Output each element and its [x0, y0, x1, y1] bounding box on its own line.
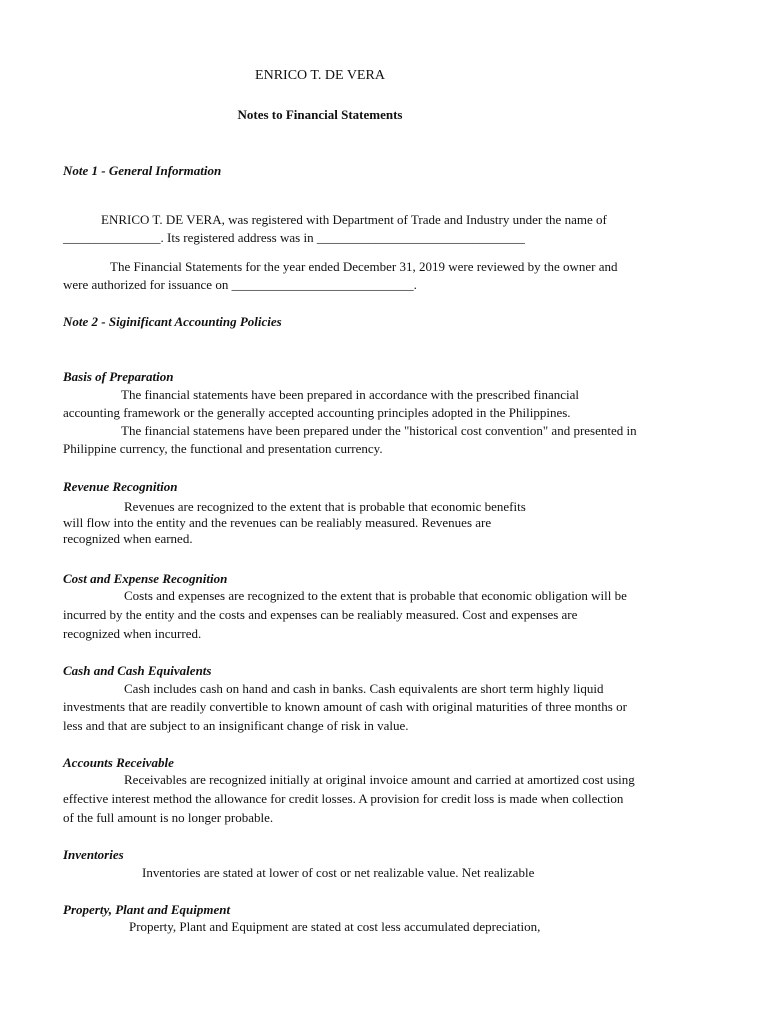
cash-line: less and that are subject to an insignificant change of risk in value.	[63, 718, 409, 733]
cash-line: Cash includes cash on hand and cash in banks. Cash equivalents are short term highly liquid	[124, 681, 604, 696]
note1-heading: Note 1 - General Information	[63, 163, 222, 178]
revenue-heading: Revenue Recognition	[63, 479, 178, 494]
inventories-line: Inventories are stated at lower of cost or net realizable value. Net realizable	[142, 865, 535, 880]
revenue-line: recognized when earned.	[63, 531, 193, 546]
cost-line: incurred by the entity and the costs and expenses can be realiably measured. Cost and expenses are	[63, 607, 578, 622]
cost-heading: Cost and Expense Recognition	[63, 571, 228, 586]
basis-line: accounting framework or the generally accepted accounting principles adopted in the Philippines.	[63, 405, 571, 420]
basis-heading: Basis of Preparation	[63, 369, 174, 384]
note1-paragraph1-line2: _______________. Its registered address was in ________________________________	[63, 230, 525, 245]
note2-heading: Note 2 - Siginificant Accounting Policies	[63, 314, 282, 329]
document-title: ENRICO T. DE VERA	[255, 68, 385, 83]
document-subtitle: Notes to Financial Statements	[237, 107, 403, 122]
cost-line: Costs and expenses are recognized to the extent that is probable that economic obligation will be	[124, 588, 627, 603]
cash-line: investments that are readily convertible to known amount of cash with original maturities of three months or	[63, 699, 627, 714]
note1-paragraph2-line1: The Financial Statements for the year ended December 31, 2019 were reviewed by the owner and	[110, 259, 618, 274]
receivable-line: Receivables are recognized initially at original invoice amount and carried at amortized cost using	[124, 772, 635, 787]
cost-line: recognized when incurred.	[63, 626, 202, 641]
basis-line: The financial statemens have been prepared under the "historical cost convention" and presented in	[121, 423, 637, 438]
basis-line: The financial statements have been prepared in accordance with the prescribed financial	[121, 387, 580, 402]
receivable-heading: Accounts Receivable	[63, 755, 174, 770]
basis-line: Philippine currency, the functional and presentation currency.	[63, 441, 383, 456]
receivable-line: effective interest method the allowance for credit losses. A provision for credit loss is made when collection	[63, 791, 624, 806]
ppe-heading: Property, Plant and Equipment	[63, 902, 231, 917]
note1-paragraph1-line1: ENRICO T. DE VERA, was registered with Department of Trade and Industry under the name of	[101, 212, 607, 227]
inventories-heading: Inventories	[63, 847, 124, 862]
revenue-line: will flow into the entity and the revenues can be realiably measured. Revenues are	[63, 515, 492, 530]
revenue-line: Revenues are recognized to the extent that is probable that economic benefits	[124, 499, 526, 514]
receivable-line: of the full amount is no longer probable.	[63, 810, 274, 825]
note1-paragraph2-line2: were authorized for issuance on ____________________________.	[63, 277, 417, 292]
ppe-line: Property, Plant and Equipment are stated at cost less accumulated depreciation,	[129, 919, 541, 934]
cash-heading: Cash and Cash Equivalents	[63, 663, 212, 678]
